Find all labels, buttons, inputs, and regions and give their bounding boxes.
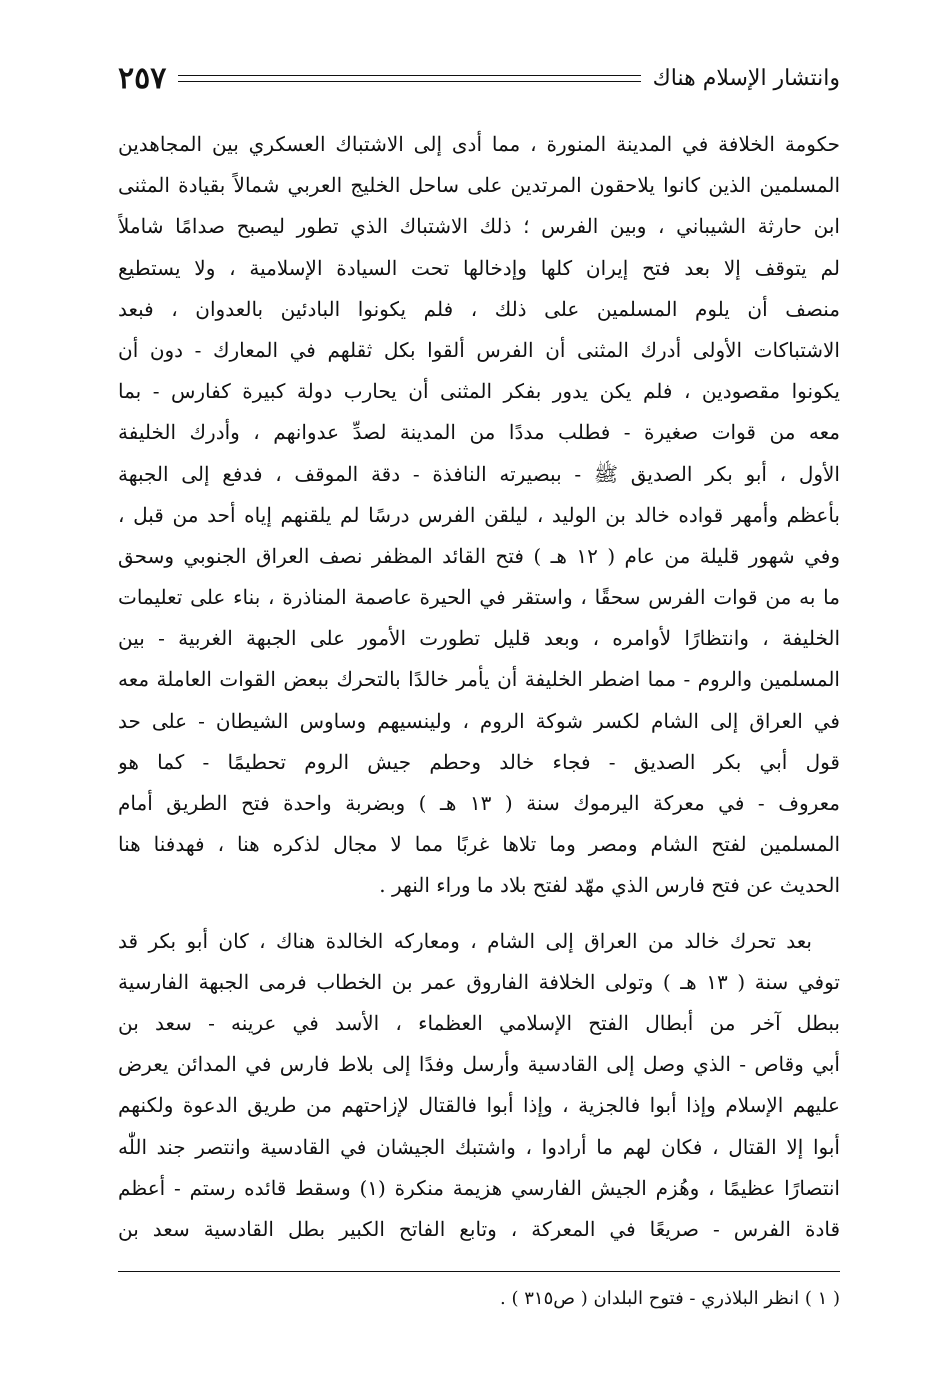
page-header — [118, 58, 840, 98]
book-page — [118, 58, 840, 1348]
text-line: المسلمين لفتح الشام ومصر وما تلاها غربًا مما لا مجال لذكره هنا ، فهدفنا هنا — [118, 832, 840, 857]
text-line: قادة الفرس - صريعًا في المعركة ، وتابع الفاتح الكبير بطل القادسية سعد بن — [118, 1216, 840, 1241]
text-line: يكونوا مقصودين ، فلم يكن يدور بفكر المثنى أن يحارب دولة كبيرة كفارس - بما — [118, 379, 840, 404]
text-line: حكومة الخلافة في المدينة المنورة ، مما أدى إلى الاشتباك العسكري بين المجاهدين — [118, 132, 840, 156]
text-line: معروف - في معركة اليرموك سنة ( ١٣ هـ ) وبضربة واحدة فتح الطريق أمام — [118, 791, 840, 815]
text-line: وفي شهور قليلة من عام ( ١٢ هـ ) فتح القائد المظفر نصف العراق الجنوبي وسحق — [118, 543, 840, 568]
text-line: انتصارًا عظيمًا ، وهُزم الجيش الفارسي هزيمة منكرة (١) وسقط قائده رستم - أعظم — [118, 1175, 840, 1200]
text-line: الحديث عن فتح فارس الذي مهّد لفتح بلاد ما وراء النهر . — [379, 873, 840, 898]
text-line: قول أبي بكر الصديق - فجاء خالد وحطم جيش الروم تحطيمًا - كما هو — [118, 749, 840, 774]
text-line: ما به من قوات الفرس سحقًا ، واستقر في الحيرة عاصمة المناذرة ، بناء على تعليمات — [118, 585, 840, 610]
text-line: عليهم الإسلام وإذا أبوا فالجزية ، وإذا أبوا فالقتال لإزاحتهم من طريق الدعوة ولكنهم — [118, 1093, 840, 1118]
footnote-divider — [118, 1271, 840, 1272]
text-line: أبي وقاص - الذي وصل إلى القادسية وأرسل وفدًا إلى بلاط فارس في المدائن يعرض — [118, 1052, 840, 1077]
text-line: توفي سنة ( ١٣ هـ ) وتولى الخلافة الفاروق عمر بن الخطاب فرمى الجبهة الفارسية — [118, 969, 840, 994]
text-line: المسلمين والروم - مما اضطر الخليفة أن يأمر خالدًا بالتحرك ببعض القوات العاملة معه — [118, 667, 840, 692]
paragraph-1 — [118, 124, 840, 907]
body-text — [118, 124, 840, 1250]
paragraph-2 — [118, 921, 840, 1251]
header-double-rule — [178, 75, 640, 82]
text-line: المسلمين الذين كانوا يلاحقون المرتدين على ساحل الخليج العربي شمالاً بقيادة المثنى — [118, 173, 840, 198]
text-line: الخليفة ، وانتظارًا لأوامره ، وبعد قليل تطورت الأمور على الجبهة الغربية - بين — [118, 626, 840, 651]
text-line: ابن حارثة الشيباني ، وبين الفرس ؛ ذلك الاشتباك الذي تطور ليصبح صدامًا شاملاً — [118, 214, 840, 239]
text-line: منصف أن يلوم المسلمين على ذلك ، فلم يكونوا البادئين بالعدوان ، فبعد — [118, 296, 840, 321]
text-line: أبوا إلا القتال ، فكان لهم ما أرادوا ، واشتبك الجيشان في القادسية وانتصر جند اللّٰه — [118, 1134, 840, 1159]
text-line: ببطل آخر من أبطال الفتح الإسلامي العظماء ، الأسد في عرينه - سعد بن — [118, 1010, 840, 1035]
footnote: ( ١ ) انظر البلاذري - فتوح البلدان ( ص٣١٥ ) . — [500, 1288, 840, 1309]
text-line: في العراق إلى الشام لكسر شوكة الروم ، ولينسيهم وساوس الشيطان - على حد — [118, 708, 840, 733]
text-line: الاشتباكات الأولى أدرك المثنى أن الفرس ألقوا بكل ثقلهم في المعارك - دون أن — [118, 337, 840, 362]
text-line: بأعظم وأمهر قواده خالد بن الوليد ، ليلقن الفرس درسًا لم يلقنهم إياه أحد من قبل ، — [118, 502, 840, 527]
page-number: ٢٥٧ — [118, 60, 167, 96]
text-line: معه من قوات صغيرة - فطلب مددًا من المدينة لصدِّ عدوانهم ، وأدرك الخليفة — [118, 420, 840, 445]
text-line: لم يتوقف إلا بعد فتح إيران كلها وإدخالها تحت السيادة الإسلامية ، ولا يستطيع — [118, 255, 840, 280]
text-line: بعد تحرك خالد من العراق إلى الشام ، ومعاركه الخالدة هناك ، كان أبو بكر قد — [118, 928, 812, 953]
text-line: الأول ، أبو بكر الصديق ﷺ - ببصيرته النافذة - دقة الموقف ، فدفع إلى الجبهة — [118, 461, 840, 486]
running-title: وانتشار الإسلام هناك — [652, 65, 840, 91]
